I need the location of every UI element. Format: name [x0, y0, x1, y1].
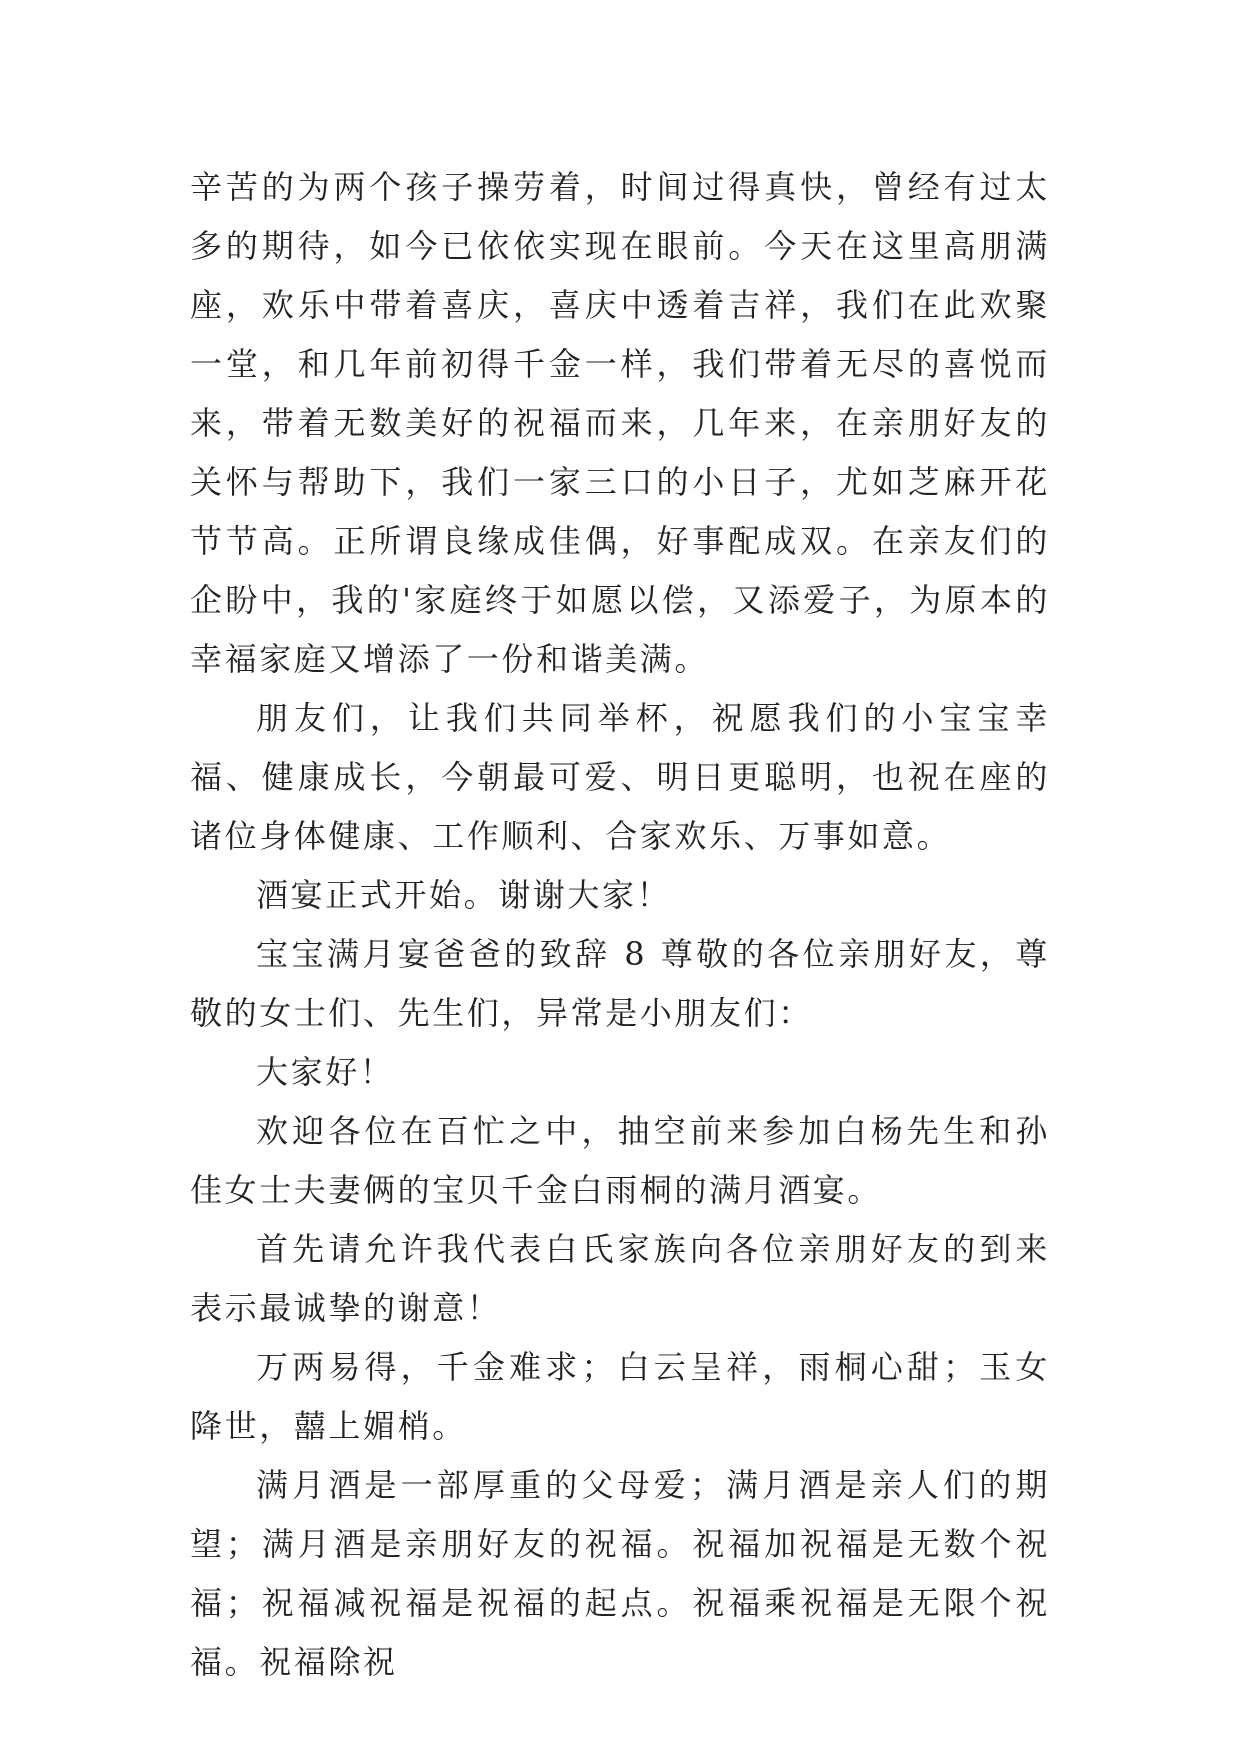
paragraph-7: 首先请允许我代表白氏家族向各位亲朋好友的到来表示最诚挚的谢意！ [190, 1230, 1050, 1327]
paragraph-9: 满月酒是一部厚重的父母爱；满月酒是亲人们的期望；满月酒是亲朋好友的祝福。祝福加祝福是无数个祝福；祝福减祝福是祝福的起点。祝福乘祝福是无限个祝福。祝福除祝 [190, 1466, 1050, 1681]
paragraph-2: 朋友们，让我们共同举杯，祝愿我们的小宝宝幸福、健康成长，今朝最可爱、明日更聪明，也祝在座的诸位身体健康、工作顺利、合家欢乐、万事如意。 [190, 699, 1050, 855]
paragraph-1: 辛苦的为两个孩子操劳着，时间过得真快，曾经有过太多的期待，如今已依依实现在眼前。今天在这里高朋满座，欢乐中带着喜庆，喜庆中透着吉祥，我们在此欢聚一堂，和几年前初得千金一样，我们带着无尽的喜悦而来，带着无数美好的祝福而来，几年来，在亲朋好友的关怀与帮助下，我们一家三口的小日子，尤如芝麻开花节节高。正所谓良缘成佳偶，好事配成双。在亲友们的企盼中，我的'家庭终于如愿以偿，又添爱子，为原本的幸福家庭又增添了一份和谐美满。 [190, 168, 1050, 678]
paragraph-8: 万两易得，千金难求；白云呈祥，雨桐心甜；玉女降世，囍上媚梢。 [190, 1348, 1050, 1445]
paragraph-5: 大家好！ [256, 1053, 395, 1091]
paragraph-6: 欢迎各位在百忙之中，抽空前来参加白杨先生和孙佳女士夫妻俩的宝贝千金白雨桐的满月酒宴。 [190, 1112, 1050, 1209]
document-body [190, 158, 1050, 1692]
paragraph-3: 酒宴正式开始。谢谢大家！ [256, 876, 672, 914]
paragraph-4: 宝宝满月宴爸爸的致辞 8 尊敬的各位亲朋好友，尊敬的女士们、先生们，异常是小朋友们： [190, 935, 1050, 1032]
